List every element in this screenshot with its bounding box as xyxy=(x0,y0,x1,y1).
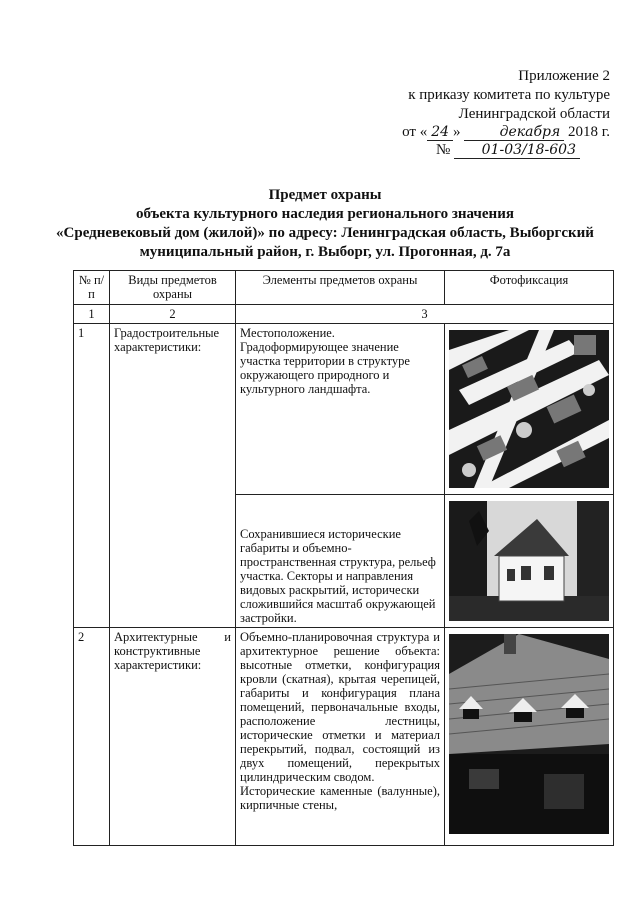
roof-photo xyxy=(449,634,609,834)
row-elements-text xyxy=(236,628,445,846)
table-header-row xyxy=(74,271,614,305)
appendix-label: Приложение 2 xyxy=(518,68,610,84)
row-kind: Градостроительные характеристики: xyxy=(110,324,236,628)
region-name: Ленинградской области xyxy=(458,106,610,122)
roof-photo-cell xyxy=(445,628,614,846)
header-num: № п/п xyxy=(74,271,110,305)
order-date xyxy=(402,124,610,141)
date-year: 2018 г. xyxy=(568,124,610,140)
header-kind: Виды предметов охраны xyxy=(110,271,236,305)
col-number-2: 2 xyxy=(110,305,236,324)
handwritten-number: 01-03/18-603 xyxy=(454,143,580,159)
row-elements-text: Сохранившиеся исторические габариты и объемно-пространственная структура, рельеф участка. Секторы и направления видовых раскрытий, исторически сложившийся масштаб окружающей застройки. xyxy=(236,495,445,628)
row-number: 2 xyxy=(74,628,110,846)
aerial-photo-cell xyxy=(445,324,614,495)
table-row xyxy=(74,324,614,495)
date-mid: » xyxy=(453,124,461,140)
col-number-1: 1 xyxy=(74,305,110,324)
row-kind: Архитектурные и конструктивные характеристики: xyxy=(110,628,236,846)
row-elements-text: Местоположение. Градоформирующее значение участка территории в структуре окружающего природного и культурного ландшафта. xyxy=(236,324,445,495)
handwritten-month: декабря xyxy=(464,125,564,141)
col-number-3: 3 xyxy=(236,305,614,324)
date-prefix: от « xyxy=(402,124,428,140)
title-line-2: объекта культурного наследия регионального значения xyxy=(136,206,514,222)
protection-subject-table xyxy=(73,270,614,846)
order-reference: к приказу комитета по культуре xyxy=(408,87,610,103)
table-row xyxy=(74,628,614,846)
house-photo-cell xyxy=(445,495,614,628)
header-photo: Фотофиксация xyxy=(445,271,614,305)
house-photo xyxy=(449,501,609,621)
header-elements: Элементы предметов охраны xyxy=(236,271,445,305)
number-sign: № xyxy=(435,142,451,158)
document-title xyxy=(40,186,610,262)
elements-paragraph-2: Исторические каменные (валунные), кирпичные стены, xyxy=(240,784,440,812)
title-line-4: муниципальный район, г. Выборг, ул. Прогонная, д. 7а xyxy=(139,244,511,260)
column-number-row xyxy=(74,305,614,324)
title-line-3: «Средневековый дом (жилой)» по адресу: Ленинградская область, Выборгский xyxy=(56,225,594,241)
elements-paragraph-1: Объемно-планировочная структура и архитектурное решение объекта: высотные отметки, конфигурация кровли (скатная), крытая черепицей, габариты и конфигурация плана помещений, первоначальные входы, расположение лестницы, исторические отметки и материал перекрытий, подвал, состоящий из двух помещений, перекрытых цилиндрическим сводом. xyxy=(240,630,440,784)
handwritten-day: 24 xyxy=(427,125,453,141)
title-line-1: Предмет охраны xyxy=(268,187,382,203)
row-number: 1 xyxy=(74,324,110,628)
aerial-map-photo xyxy=(449,330,609,488)
order-number xyxy=(436,142,580,159)
